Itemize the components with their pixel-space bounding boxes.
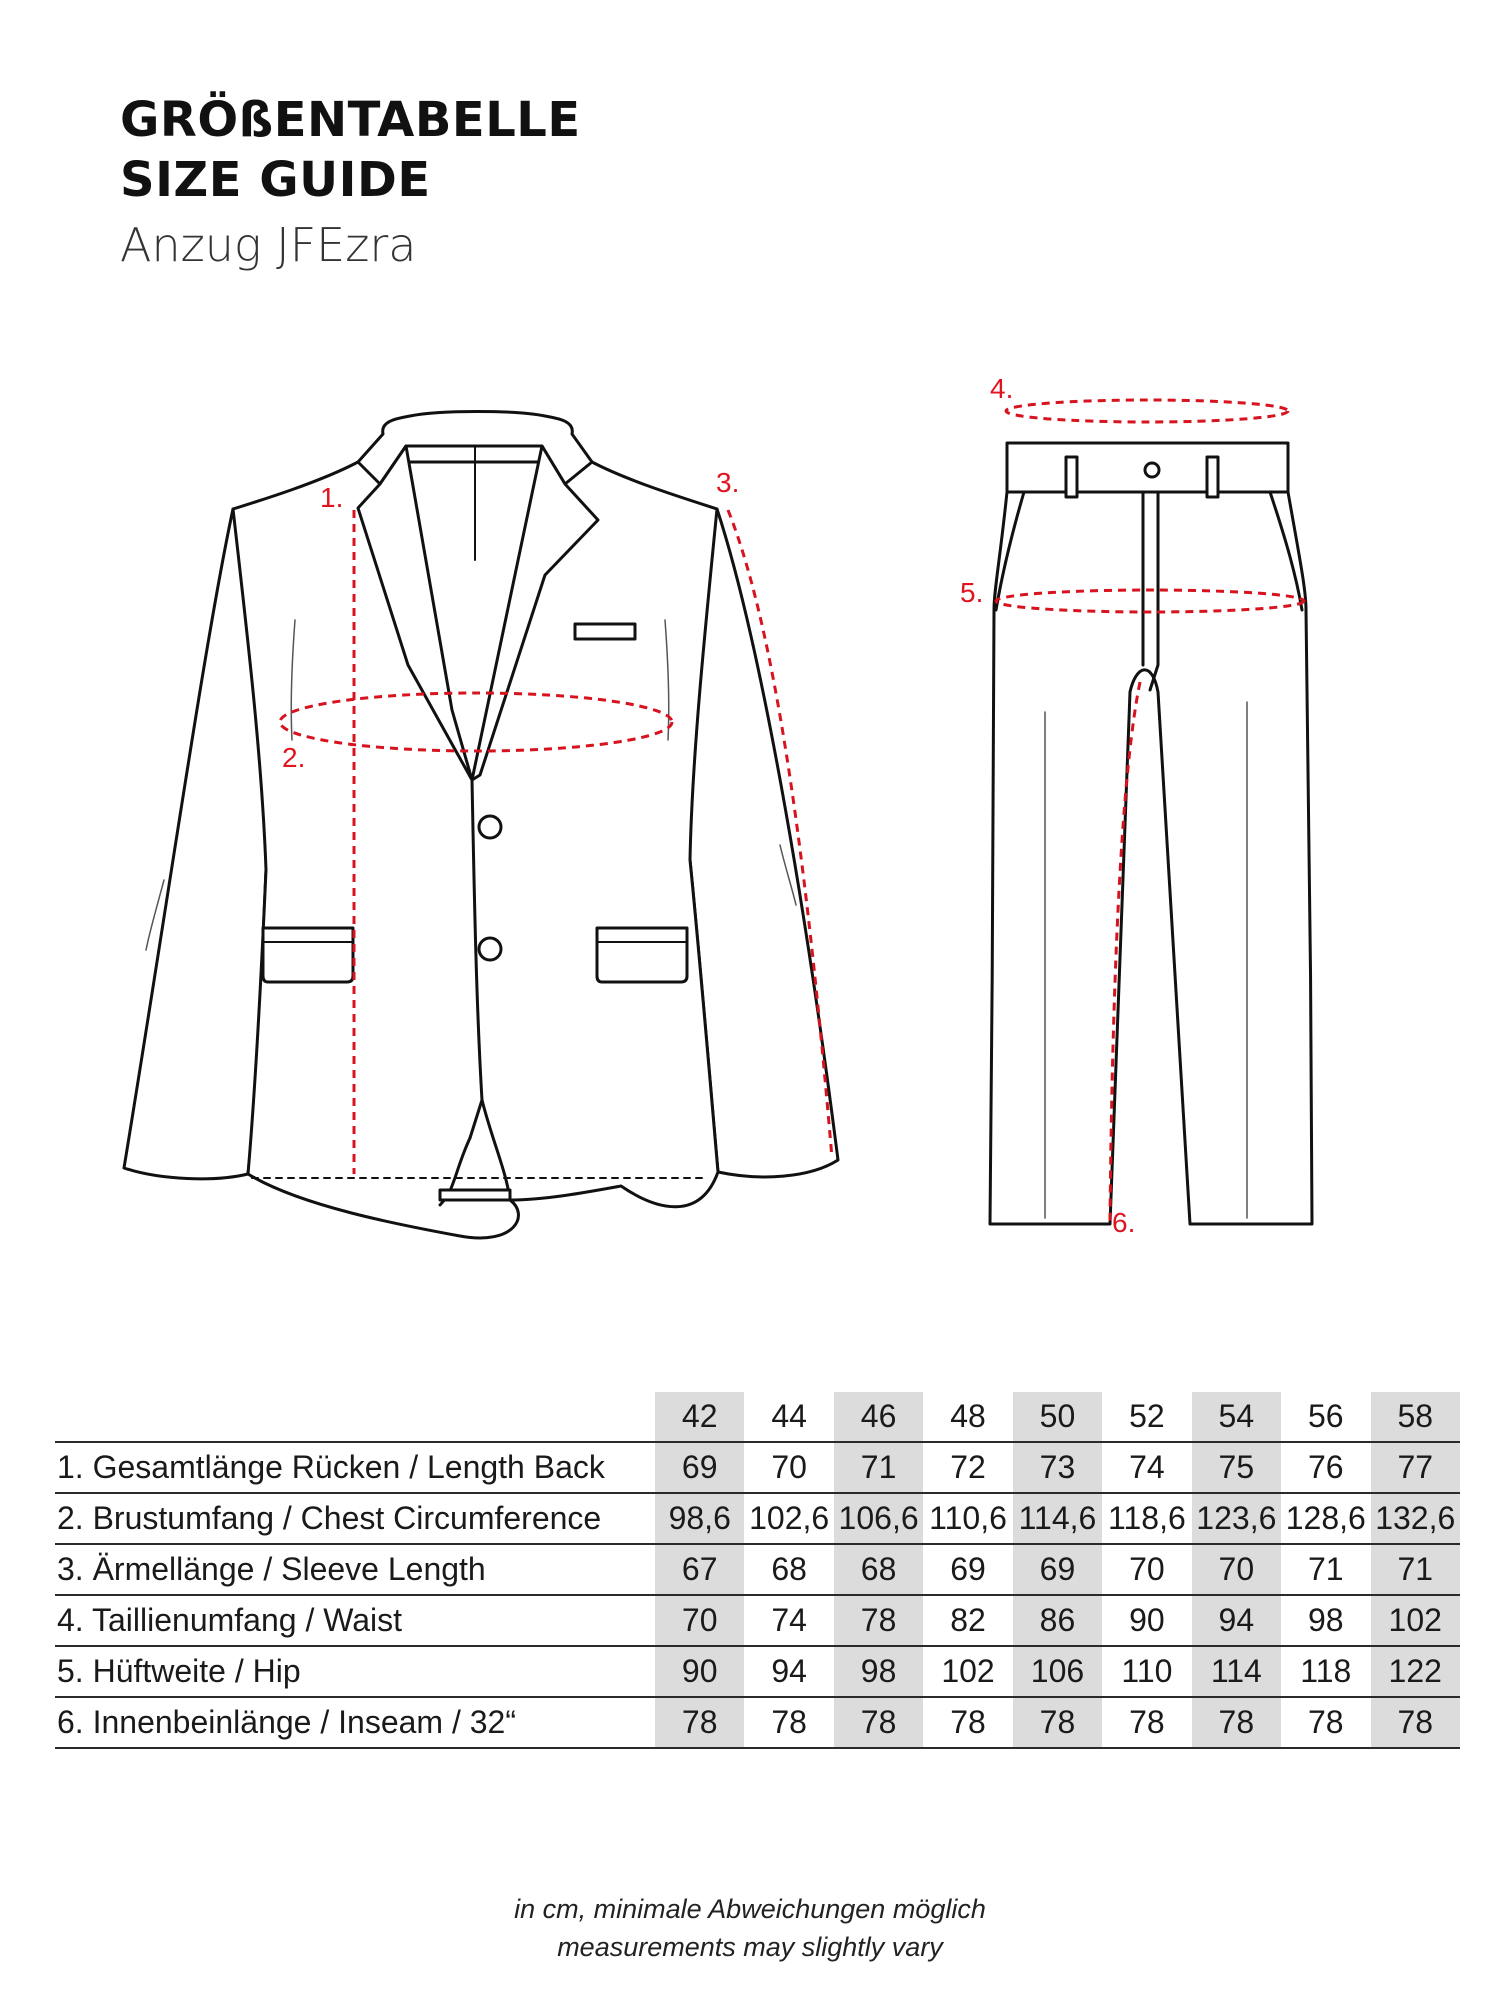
table-cell: 114,6	[1013, 1493, 1102, 1544]
trousers-button	[1145, 463, 1159, 477]
product-name: Anzug JFEzra	[120, 218, 417, 272]
table-cell: 68	[834, 1544, 923, 1595]
row-label: 3. Ärmellänge / Sleeve Length	[55, 1544, 655, 1595]
table-cell: 74	[1102, 1442, 1191, 1493]
table-cell: 102,6	[744, 1493, 833, 1544]
table-cell: 70	[655, 1595, 744, 1646]
jacket-illustration	[124, 412, 838, 1238]
size-header: 52	[1102, 1392, 1191, 1442]
table-cell: 76	[1281, 1442, 1370, 1493]
table-cell: 102	[1371, 1595, 1461, 1646]
marker-inseam: 6.	[1112, 1207, 1136, 1238]
row-label: 2. Brustumfang / Chest Circumference	[55, 1493, 655, 1544]
table-cell: 74	[744, 1595, 833, 1646]
table-cell: 70	[744, 1442, 833, 1493]
marker-waist: 4.	[990, 373, 1014, 404]
table-row	[55, 1442, 1460, 1493]
table-cell: 118,6	[1102, 1493, 1191, 1544]
table-cell: 69	[923, 1544, 1012, 1595]
size-header: 46	[834, 1392, 923, 1442]
table-row	[55, 1595, 1460, 1646]
jacket-right-sleeve	[690, 509, 838, 1177]
size-header: 54	[1192, 1392, 1281, 1442]
table-cell: 128,6	[1281, 1493, 1370, 1544]
table-cell: 70	[1192, 1544, 1281, 1595]
table-cell: 110,6	[923, 1493, 1012, 1544]
table-cell: 78	[834, 1697, 923, 1748]
table-cell: 78	[1281, 1697, 1370, 1748]
table-row	[55, 1697, 1460, 1748]
table-cell: 90	[655, 1646, 744, 1697]
title-english: SIZE GUIDE	[120, 152, 431, 208]
table-cell: 114	[1192, 1646, 1281, 1697]
belt-loop-right	[1207, 457, 1218, 497]
marker-chest: 2.	[282, 742, 306, 773]
footnote-english: measurements may slightly vary	[557, 1932, 943, 1962]
table-cell: 78	[1102, 1697, 1191, 1748]
size-table	[55, 1392, 1460, 1749]
table-cell: 77	[1371, 1442, 1461, 1493]
size-header: 50	[1013, 1392, 1102, 1442]
marker-hip: 5.	[960, 577, 984, 608]
size-header-row	[55, 1392, 1460, 1442]
title-german: GRÖßENTABELLE	[120, 92, 581, 148]
table-cell: 94	[1192, 1595, 1281, 1646]
trousers-legs	[990, 492, 1312, 1224]
measure-waist	[1006, 400, 1288, 422]
table-row	[55, 1544, 1460, 1595]
table-cell: 78	[744, 1697, 833, 1748]
table-cell: 67	[655, 1544, 744, 1595]
table-cell: 78	[1013, 1697, 1102, 1748]
size-header-spacer	[55, 1392, 655, 1442]
table-cell: 72	[923, 1442, 1012, 1493]
table-cell: 98	[1281, 1595, 1370, 1646]
table-cell: 98,6	[655, 1493, 744, 1544]
table-cell: 123,6	[1192, 1493, 1281, 1544]
table-cell: 78	[834, 1595, 923, 1646]
table-cell: 106	[1013, 1646, 1102, 1697]
table-cell: 118	[1281, 1646, 1370, 1697]
trousers-illustration	[990, 443, 1312, 1224]
table-cell: 69	[655, 1442, 744, 1493]
table-cell: 122	[1371, 1646, 1461, 1697]
table-cell: 70	[1102, 1544, 1191, 1595]
jacket-button-lower	[479, 938, 501, 960]
table-cell: 132,6	[1371, 1493, 1461, 1544]
marker-length-back: 1.	[320, 482, 344, 513]
table-cell: 78	[923, 1697, 1012, 1748]
size-header: 44	[744, 1392, 833, 1442]
table-cell: 86	[1013, 1595, 1102, 1646]
table-cell: 73	[1013, 1442, 1102, 1493]
jacket-button-upper	[479, 816, 501, 838]
table-cell: 106,6	[834, 1493, 923, 1544]
size-header: 58	[1371, 1392, 1461, 1442]
jacket-left-pocket	[263, 928, 353, 982]
table-cell: 90	[1102, 1595, 1191, 1646]
table-cell: 75	[1192, 1442, 1281, 1493]
row-label: 5. Hüftweite / Hip	[55, 1646, 655, 1697]
row-label: 6. Innenbeinlänge / Inseam / 32“	[55, 1697, 655, 1748]
table-cell: 71	[1281, 1544, 1370, 1595]
jacket-hem-center	[440, 1190, 510, 1200]
table-cell: 94	[744, 1646, 833, 1697]
row-label: 4. Taillienumfang / Waist	[55, 1595, 655, 1646]
marker-sleeve: 3.	[716, 467, 740, 498]
size-header: 42	[655, 1392, 744, 1442]
table-row	[55, 1646, 1460, 1697]
size-header: 48	[923, 1392, 1012, 1442]
table-cell: 78	[655, 1697, 744, 1748]
jacket-chest-pocket	[575, 624, 635, 639]
table-cell: 78	[1371, 1697, 1461, 1748]
jacket-right-pocket	[597, 928, 687, 982]
table-cell: 71	[1371, 1544, 1461, 1595]
footnote	[0, 1890, 1500, 1966]
table-cell: 69	[1013, 1544, 1102, 1595]
belt-loop-left	[1066, 457, 1077, 497]
size-header: 56	[1281, 1392, 1370, 1442]
footnote-german: in cm, minimale Abweichungen möglich	[514, 1894, 986, 1924]
table-row	[55, 1493, 1460, 1544]
table-cell: 82	[923, 1595, 1012, 1646]
table-cell: 102	[923, 1646, 1012, 1697]
table-cell: 78	[1192, 1697, 1281, 1748]
table-cell: 68	[744, 1544, 833, 1595]
table-cell: 98	[834, 1646, 923, 1697]
table-cell: 71	[834, 1442, 923, 1493]
table-cell: 110	[1102, 1646, 1191, 1697]
row-label: 1. Gesamtlänge Rücken / Length Back	[55, 1442, 655, 1493]
